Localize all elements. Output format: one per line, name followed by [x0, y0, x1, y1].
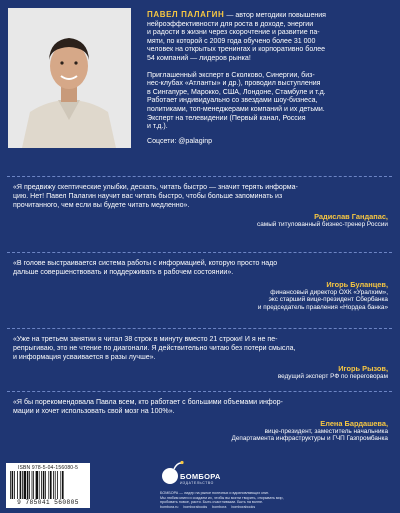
- review-quote: [13, 336, 388, 381]
- author-socials: Соцсети: @palaginp: [147, 137, 213, 145]
- review-quote: [13, 260, 388, 312]
- author-name: ПАВЕЛ ПАЛАГИН: [147, 10, 225, 19]
- quote-signature: [13, 280, 388, 312]
- barcode-bar: [43, 471, 45, 499]
- quote-text: «Я предвижу скептические улыбки, дескать, читать быстро — значит терять информа- цию. Нет! Павел Палагин научит вас читать быстро, чтобы больше запоминать из прочитанного, чем если вы будете читать медленно».: [13, 184, 298, 209]
- barcode-bar: [36, 471, 38, 499]
- isbn-barcode: [6, 463, 90, 508]
- reviewer-role: самый титулованный бизнес-тренер России: [257, 221, 388, 229]
- isbn-digits: 9 785041 560805: [17, 499, 79, 506]
- barcode-bar: [39, 471, 40, 499]
- publisher-tagline: ИЗДАТЕЛЬСТВО: [180, 481, 214, 485]
- section-divider: [7, 176, 392, 177]
- barcode-bar: [41, 471, 42, 499]
- bio-paragraph-2: Приглашенный эксперт в Сколково, Синергии, биз- нес-клубах «Атланты» и др.), проводил выступления в Сингапуре, Марокко, США, Лондоне, Стамбуле и т.д. Работает индивидуально со звездами шоу-бизнеса, политиками, топ-менеджерами компаний и их детьми. Эксперт на телевидении (Первый канал, Россия и т.д.).: [147, 71, 326, 131]
- author-bio: [147, 11, 395, 146]
- barcode-bar: [32, 471, 33, 499]
- publisher-note: БОМБОРА — лидер на рынке полезных и вдохновляющих книг. Мы любим книги и создаем их, чтобы вы могли творить, открывать мир, пробовать новое, расти. Быть счастливыми. Быть на волне.: [160, 491, 284, 505]
- section-divider: [7, 328, 392, 329]
- reviewer-name: Игорь Рызов,: [338, 364, 388, 374]
- section-divider: [7, 391, 392, 392]
- reviewer-role: вице-президент, заместитель начальника Департамента инфраструктуры и ГЧП Газпромбанка: [231, 427, 388, 443]
- review-quote: [13, 184, 388, 229]
- barcode-bar: [10, 471, 11, 499]
- isbn-label: ISBN 978-5-04-156080-5: [17, 465, 79, 471]
- barcode-bar: [45, 471, 46, 499]
- quote-text: «Я бы порекомендовала Павла всем, кто работает с большими объемами инфор- мации и хочет использовать свой мозг на 100%».: [13, 399, 283, 415]
- quote-text: «Уже на третьем занятии я читал 38 строк в минуту вместо 21 строки! И я не пе- репрыгиваю, это не чтение по диагонали. Я действительно читаю без потери смысла, и информация усваивается в разы лучше».: [13, 336, 296, 361]
- social-link[interactable]: bomborabooks: [231, 505, 256, 509]
- barcode-bar: [53, 471, 54, 499]
- bio-paragraph-1: ПАВЕЛ ПАЛАГИН — автор методики повышения нейроэффективности для роста в доходе, энергии и радости в жизни через скорочтение и развитие па- мяти, по которой с 2009 года обучено более 31 000 человек на открытых тренингах и корпоративно более 54 компаний — лидеров рынка!: [147, 10, 327, 62]
- website-link[interactable]: bombora.ru: [160, 505, 179, 509]
- barcode-bar: [55, 471, 56, 499]
- social-link[interactable]: bomborabooks: [183, 505, 208, 509]
- barcode-bar: [48, 471, 49, 499]
- barcode-bar: [27, 471, 29, 499]
- barcode-bars: [10, 471, 86, 499]
- publisher-socials: [160, 505, 392, 509]
- reviewer-role: финансовый директор ОХК «Уралхим», экс старший вице-президент Сбербанка и председатель правления «Нордеа банка»: [257, 288, 388, 312]
- barcode-bar: [17, 471, 18, 499]
- section-divider: [7, 252, 392, 253]
- barcode-bar: [22, 471, 23, 499]
- quote-signature: [13, 212, 388, 229]
- quote-text: «В голове выстраивается система работы с информацией, которую просто надо дальше совершенствовать и поддерживать в рабочем состоянии».: [13, 260, 278, 276]
- publisher-name: БОМБОРА: [180, 472, 221, 481]
- author-portrait-illustration: [8, 8, 131, 148]
- barcode-bar: [50, 471, 52, 499]
- barcode-bar: [62, 471, 64, 499]
- barcode-bar: [60, 471, 61, 499]
- social-link[interactable]: bombora: [212, 505, 227, 509]
- review-quote: [13, 399, 388, 443]
- barcode-bar: [20, 471, 22, 499]
- author-photo: [8, 8, 131, 148]
- barcode-bar: [14, 471, 15, 499]
- reviewer-name: Радислав Гандапас,: [314, 212, 388, 222]
- quote-signature: [13, 419, 388, 444]
- barcode-bar: [57, 471, 58, 499]
- barcode-bar: [29, 471, 30, 499]
- quote-signature: [13, 364, 388, 381]
- barcode-bar: [24, 471, 26, 499]
- reviewer-name: Игорь Буланцев,: [326, 279, 388, 289]
- reviewer-role: ведущий эксперт РФ по переговорам: [277, 373, 388, 381]
- reviewer-name: Елена Бардашева,: [320, 418, 388, 428]
- barcode-bar: [33, 471, 34, 499]
- barcode-bar: [12, 471, 14, 499]
